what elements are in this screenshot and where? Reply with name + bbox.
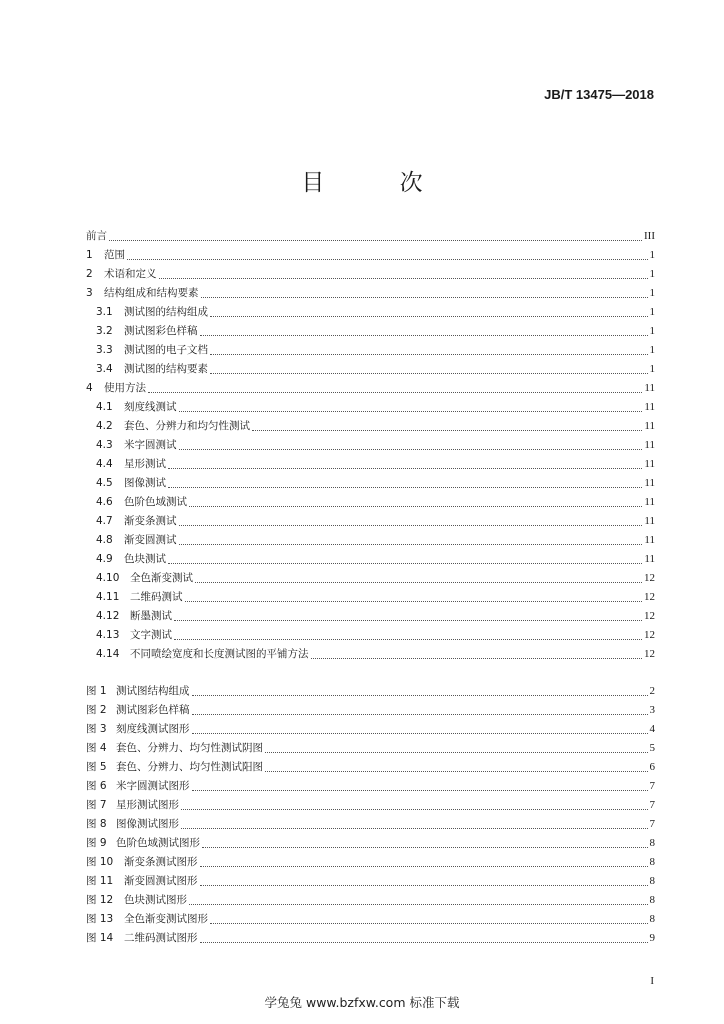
figure-number: 图 11 <box>86 875 114 887</box>
section-title: 测试图的电子文档 <box>124 344 208 356</box>
page-ref: 11 <box>644 458 655 470</box>
toc-entry[interactable] <box>86 436 655 455</box>
leader-dots <box>174 639 642 640</box>
section-number: 4.1 <box>96 401 113 413</box>
section-title: 范围 <box>104 249 125 261</box>
section-number: 4.5 <box>96 477 113 489</box>
leader-dots <box>189 904 648 905</box>
figure-number: 图 7 <box>86 799 107 811</box>
leader-dots <box>109 240 642 241</box>
leader-dots <box>311 658 643 659</box>
figure-number: 图 6 <box>86 780 107 792</box>
page-ref: 8 <box>649 913 655 925</box>
figure-title: 图像测试图形 <box>116 818 179 830</box>
page-ref: 1 <box>649 363 655 375</box>
section-number: 1 <box>86 249 93 261</box>
page-ref: 11 <box>644 401 655 413</box>
leader-dots <box>200 866 648 867</box>
figure-entry[interactable] <box>86 720 655 739</box>
page-ref: 7 <box>649 780 655 792</box>
leader-dots <box>179 525 643 526</box>
section-title: 使用方法 <box>104 382 146 394</box>
page-ref: 1 <box>649 306 655 318</box>
page-ref: 11 <box>644 477 655 489</box>
toc-entry[interactable] <box>86 398 655 417</box>
leader-dots <box>179 544 643 545</box>
page-ref: 12 <box>644 610 655 622</box>
leader-dots <box>174 620 642 621</box>
toc-entry[interactable] <box>86 531 655 550</box>
leader-dots <box>252 430 642 431</box>
page-ref: 7 <box>649 799 655 811</box>
page-ref: 11 <box>644 534 655 546</box>
section-title: 断墨测试 <box>130 610 172 622</box>
section-number: 3.2 <box>96 325 113 337</box>
page-ref: 11 <box>644 382 655 394</box>
section-title: 渐变条测试 <box>124 515 177 527</box>
page-ref: 1 <box>649 249 655 261</box>
toc-entry[interactable] <box>86 455 655 474</box>
section-number: 4.12 <box>96 610 120 622</box>
leader-dots <box>192 733 648 734</box>
figure-entry[interactable] <box>86 739 655 758</box>
leader-dots <box>202 847 648 848</box>
page-ref: 2 <box>649 685 655 697</box>
figure-entry[interactable] <box>86 758 655 777</box>
figure-title: 刻度线测试图形 <box>116 723 190 735</box>
section-title: 不同喷绘宽度和长度测试图的平铺方法 <box>130 648 309 660</box>
figure-title: 套色、分辨力、均匀性测试阴图 <box>116 742 263 754</box>
leader-dots <box>200 942 648 943</box>
section-title: 前言 <box>86 230 107 242</box>
section-title: 测试图的结构组成 <box>124 306 208 318</box>
figure-entry[interactable] <box>86 834 655 853</box>
page-ref: 6 <box>649 761 655 773</box>
figure-entry[interactable] <box>86 872 655 891</box>
leader-dots <box>210 316 648 317</box>
section-title: 色阶色域测试 <box>124 496 187 508</box>
section-number: 3 <box>86 287 93 299</box>
table-of-contents <box>86 227 655 948</box>
section-number: 3.4 <box>96 363 113 375</box>
figure-number: 图 3 <box>86 723 107 735</box>
figure-entry[interactable] <box>86 796 655 815</box>
figure-title: 二维码测试图形 <box>124 932 198 944</box>
page-ref: 8 <box>649 837 655 849</box>
section-title: 测试图彩色样稿 <box>124 325 198 337</box>
leader-dots <box>148 392 642 393</box>
toc-entry[interactable] <box>86 284 655 303</box>
page-ref: 3 <box>649 704 655 716</box>
leader-dots <box>168 468 642 469</box>
figure-entry[interactable] <box>86 853 655 872</box>
leader-dots <box>210 354 648 355</box>
figure-number: 图 10 <box>86 856 114 868</box>
section-title: 刻度线测试 <box>124 401 177 413</box>
toc-entry[interactable] <box>86 474 655 493</box>
figure-entry[interactable] <box>86 701 655 720</box>
page-number: I <box>650 975 654 987</box>
leader-dots <box>179 449 643 450</box>
figure-number: 图 13 <box>86 913 114 925</box>
section-number: 4.8 <box>96 534 113 546</box>
toc-entry[interactable] <box>86 227 655 246</box>
figure-title: 测试图彩色样稿 <box>116 704 190 716</box>
section-title: 图像测试 <box>124 477 166 489</box>
section-number: 3.3 <box>96 344 113 356</box>
figure-number: 图 8 <box>86 818 107 830</box>
page-ref: 1 <box>649 268 655 280</box>
figure-number: 图 4 <box>86 742 107 754</box>
section-number: 4.13 <box>96 629 120 641</box>
toc-entry[interactable] <box>86 512 655 531</box>
toc-entry[interactable] <box>86 588 655 607</box>
leader-dots <box>185 601 643 602</box>
toc-entry[interactable] <box>86 417 655 436</box>
leader-dots <box>195 582 642 583</box>
figure-title: 套色、分辨力、均匀性测试阳图 <box>116 761 263 773</box>
figure-title: 米字圆测试图形 <box>116 780 190 792</box>
leader-dots <box>189 506 642 507</box>
toc-entry[interactable] <box>86 341 655 360</box>
toc-entry[interactable] <box>86 626 655 645</box>
toc-entry[interactable] <box>86 360 655 379</box>
page-ref: 8 <box>649 875 655 887</box>
section-title: 文字测试 <box>130 629 172 641</box>
figure-title: 星形测试图形 <box>116 799 179 811</box>
section-title: 星形测试 <box>124 458 166 470</box>
section-number: 4.14 <box>96 648 120 660</box>
leader-dots <box>265 752 648 753</box>
toc-entry[interactable] <box>86 322 655 341</box>
toc-gap <box>86 664 655 682</box>
page-ref: 11 <box>644 515 655 527</box>
figure-entry[interactable] <box>86 910 655 929</box>
section-number: 4.9 <box>96 553 113 565</box>
section-number: 4.7 <box>96 515 113 527</box>
toc-entry[interactable] <box>86 379 655 398</box>
section-number: 4.10 <box>96 572 120 584</box>
section-title: 套色、分辨力和均匀性测试 <box>124 420 250 432</box>
page-ref: 11 <box>644 420 655 432</box>
figure-title: 渐变圆测试图形 <box>124 875 198 887</box>
section-number: 4.3 <box>96 439 113 451</box>
leader-dots <box>210 923 648 924</box>
toc-entry[interactable] <box>86 303 655 322</box>
section-title: 全色渐变测试 <box>130 572 193 584</box>
standard-number: JB/T 13475—2018 <box>544 87 654 102</box>
page-ref: III <box>644 230 655 242</box>
leader-dots <box>200 335 648 336</box>
section-title: 米字圆测试 <box>124 439 177 451</box>
section-title: 渐变圆测试 <box>124 534 177 546</box>
toc-entry[interactable] <box>86 265 655 284</box>
figure-number: 图 1 <box>86 685 107 697</box>
figure-number: 图 2 <box>86 704 107 716</box>
page-ref: 9 <box>649 932 655 944</box>
page-ref: 1 <box>649 344 655 356</box>
page-ref: 8 <box>649 856 655 868</box>
page-ref: 11 <box>644 439 655 451</box>
section-title: 术语和定义 <box>104 268 157 280</box>
page-ref: 12 <box>644 629 655 641</box>
page-ref: 5 <box>649 742 655 754</box>
leader-dots <box>168 487 642 488</box>
figure-number: 图 5 <box>86 761 107 773</box>
figure-entry[interactable] <box>86 815 655 834</box>
section-number: 4.4 <box>96 458 113 470</box>
leader-dots <box>181 828 648 829</box>
page-ref: 12 <box>644 648 655 660</box>
figure-entry[interactable] <box>86 777 655 796</box>
toc-entry[interactable] <box>86 550 655 569</box>
leader-dots <box>181 809 648 810</box>
toc-entry[interactable] <box>86 493 655 512</box>
page-title: 目 次 <box>301 170 457 196</box>
section-title: 色块测试 <box>124 553 166 565</box>
figure-entry[interactable] <box>86 929 655 948</box>
page-ref: 4 <box>649 723 655 735</box>
page-ref: 1 <box>649 287 655 299</box>
leader-dots <box>192 695 648 696</box>
figure-title: 色阶色域测试图形 <box>116 837 200 849</box>
page-ref: 7 <box>649 818 655 830</box>
figure-entry[interactable] <box>86 891 655 910</box>
leader-dots <box>127 259 648 260</box>
figure-entry[interactable] <box>86 682 655 701</box>
leader-dots <box>265 771 648 772</box>
page-ref: 8 <box>649 894 655 906</box>
figure-title: 色块测试图形 <box>124 894 187 906</box>
section-number: 3.1 <box>96 306 113 318</box>
figure-title: 测试图结构组成 <box>116 685 190 697</box>
page-ref: 12 <box>644 572 655 584</box>
toc-entry[interactable] <box>86 645 655 664</box>
page-ref: 11 <box>644 553 655 565</box>
figure-list <box>86 682 655 948</box>
leader-dots <box>200 885 648 886</box>
toc-entry[interactable] <box>86 607 655 626</box>
leader-dots <box>210 373 648 374</box>
section-number: 4.11 <box>96 591 120 603</box>
leader-dots <box>159 278 648 279</box>
section-number: 4.6 <box>96 496 113 508</box>
toc-list <box>86 227 655 664</box>
leader-dots <box>201 297 648 298</box>
section-number: 4.2 <box>96 420 113 432</box>
page-ref: 1 <box>649 325 655 337</box>
toc-entry[interactable] <box>86 569 655 588</box>
page-ref: 12 <box>644 591 655 603</box>
leader-dots <box>179 411 643 412</box>
page-ref: 11 <box>644 496 655 508</box>
figure-title: 渐变条测试图形 <box>124 856 198 868</box>
figure-number: 图 12 <box>86 894 114 906</box>
section-number: 4 <box>86 382 93 394</box>
leader-dots <box>192 714 648 715</box>
figure-number: 图 9 <box>86 837 107 849</box>
leader-dots <box>168 563 642 564</box>
section-number: 2 <box>86 268 93 280</box>
figure-title: 全色渐变测试图形 <box>124 913 208 925</box>
section-title: 结构组成和结构要素 <box>104 287 199 299</box>
leader-dots <box>192 790 648 791</box>
section-title: 测试图的结构要素 <box>124 363 208 375</box>
toc-entry[interactable] <box>86 246 655 265</box>
footer-watermark: 学兔兔 www.bzfxw.com 标准下载 <box>264 995 460 1010</box>
section-title: 二维码测试 <box>130 591 183 603</box>
figure-number: 图 14 <box>86 932 114 944</box>
